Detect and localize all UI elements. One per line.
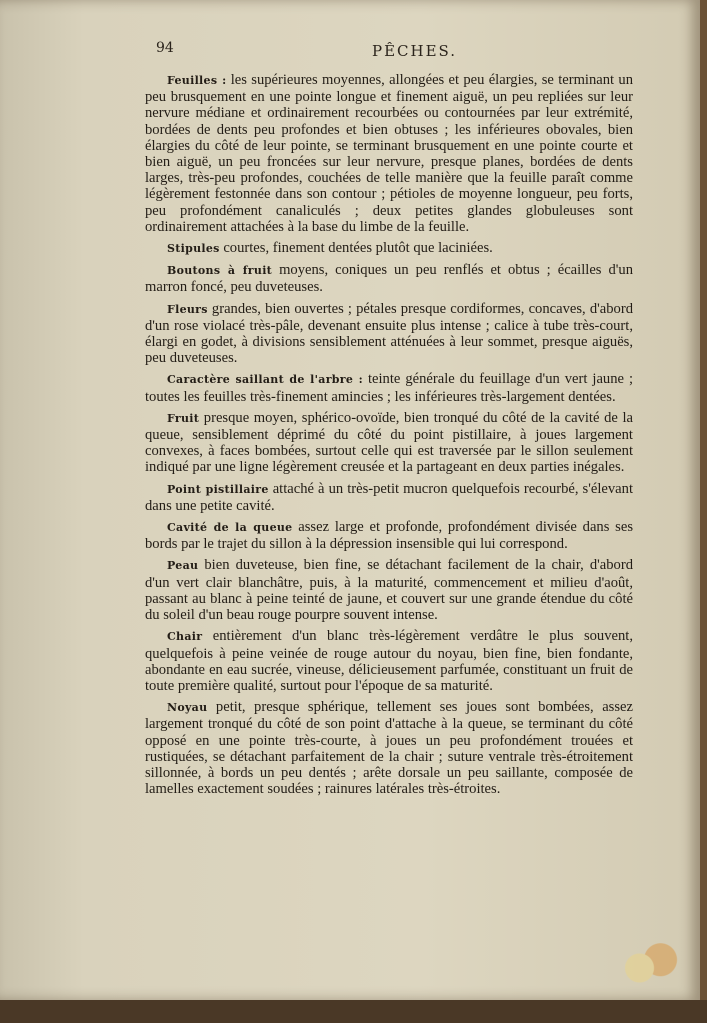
paragraph-fruit bbox=[145, 410, 633, 476]
paragraph-text: bien duveteuse, bien fine, se détachant facilement de la chair, d'abord d'un vert clair blanchâtre, puis, à la maturité, commencement et milieu d'août, passant au blanc à peine teinté de jaune, et couvert sur une grande étendue du côté du soleil d'un beau rouge pourpre souvent intense. bbox=[145, 557, 633, 624]
paragraph-text: courtes, finement dentées plutôt que laciniées. bbox=[219, 240, 493, 257]
paragraph-text: assez large et profonde, profondément divisée dans ses bords par le trajet du sillon à la dépression insensible qui lui correspond. bbox=[145, 519, 634, 553]
term-label: Cavité de la queue bbox=[167, 521, 293, 535]
term-label: Boutons à fruit bbox=[167, 264, 273, 278]
term-label: Noyau bbox=[167, 701, 208, 715]
paragraph-fleurs bbox=[145, 301, 633, 367]
term-label: Feuilles : bbox=[167, 74, 227, 87]
paragraph-peau bbox=[145, 557, 633, 623]
term-label: Peau bbox=[167, 559, 199, 573]
term-label: Fruit bbox=[167, 411, 200, 425]
book-cover-edge bbox=[0, 1000, 707, 1023]
paragraph-text: petit, presque sphérique, tellement ses joues sont bombées, assez largement tronqué du côté de son point d'attache à la queue, se terminant du côté opposé en une pointe très-courte, à joues un peu profondément trouées et rustiquées, se détachant parfaitement de la chair ; suture ventrale très-étroitement sillonnée, à bords un peu dentés ; arête dorsale un peu saillante, composée de lamelles exactement soudées ; rainures latérales très-étroites. bbox=[145, 699, 633, 798]
bleed-through-illustration bbox=[615, 935, 685, 990]
paragraph-noyau bbox=[145, 699, 633, 797]
running-title: PÊCHES. bbox=[372, 42, 458, 60]
term-label: Chair bbox=[167, 630, 203, 644]
paragraph-text: attaché à un très-petit mucron quelquefois recourbé, s'élevant dans une petite cavité. bbox=[145, 480, 634, 514]
paragraph-point-pistillaire bbox=[145, 481, 633, 514]
term-label: Stipules bbox=[167, 242, 220, 256]
paragraph-text: moyens, coniques un peu renflés et obtus ; écailles d'un marron foncé, peu duveteuses. bbox=[145, 262, 634, 296]
paragraph-cavite bbox=[145, 519, 633, 552]
paragraph-stipules bbox=[145, 240, 633, 257]
term-label: Fleurs bbox=[167, 302, 208, 316]
description-body bbox=[145, 72, 633, 802]
paragraph-chair bbox=[145, 628, 633, 694]
paragraph-feuilles bbox=[145, 72, 633, 235]
paragraph-text: les supérieures moyennes, allongées et peu élargies, se terminant un peu brusquement en une pointe longue et finement aiguë, un peu repliées sur leur nervure médiane et ordinairement recourbées ou contournées par leur extrémité, bordées de dents peu profondes et bien obtuses ; les inférieures obovales, bien élargies du côté de leur pointe, se terminant brusquement en une pointe courte et bien aiguë, un peu froncées sur leur nervure, presque planes, bordées de dents larges, très-peu profondes, couchées de telle manière que la feuille paraît comme légèrement festonnée dans son contour ; pétioles de moyenne longueur, peu forts, peu profondément canaliculés ; deux petites glandes globuleuses sont ordinairement attachées à la base du limbe de la feuille. bbox=[145, 72, 633, 235]
term-label: Caractère saillant de l'arbre : bbox=[167, 373, 363, 387]
paragraph-caractere bbox=[145, 371, 633, 404]
paragraph-text: grandes, bien ouvertes ; pétales presque cordiformes, concaves, d'abord d'un rose violacé très-pâle, devenant ensuite plus intense ; calice à tube très-court, élargi en godet, à divisions sensiblement atténuées à leur sommet, presque aiguës, peu duveteuses. bbox=[145, 300, 633, 367]
paragraph-text: entièrement d'un blanc très-légèrement verdâtre le plus souvent, quelquefois à peine veinée de rouge autour du noyau, bien fine, bien fondante, abondante en eau sucrée, vineuse, délicieusement parfumée, constituant un fruit de toute première qualité, surtout pour l'époque de sa maturité. bbox=[145, 628, 633, 694]
page-number: 94 bbox=[156, 40, 174, 56]
paragraph-text: teinte générale du feuillage d'un vert jaune ; toutes les feuilles très-finement amincies ; les inférieures très-largement dentées. bbox=[145, 371, 633, 405]
paragraph-boutons bbox=[145, 262, 633, 295]
page-edge bbox=[700, 0, 707, 1000]
term-label: Point pistillaire bbox=[167, 482, 269, 496]
paragraph-text: presque moyen, sphérico-ovoïde, bien tronqué du côté de la cavité de la queue, sensiblement déprimé du côté du point pistillaire, à joues largement convexes, à faces bombées, surtout celle qui est traversée par le sillon seulement indiqué par une ligne légèrement creusée et la partageant en deux parties inégales. bbox=[145, 409, 633, 476]
